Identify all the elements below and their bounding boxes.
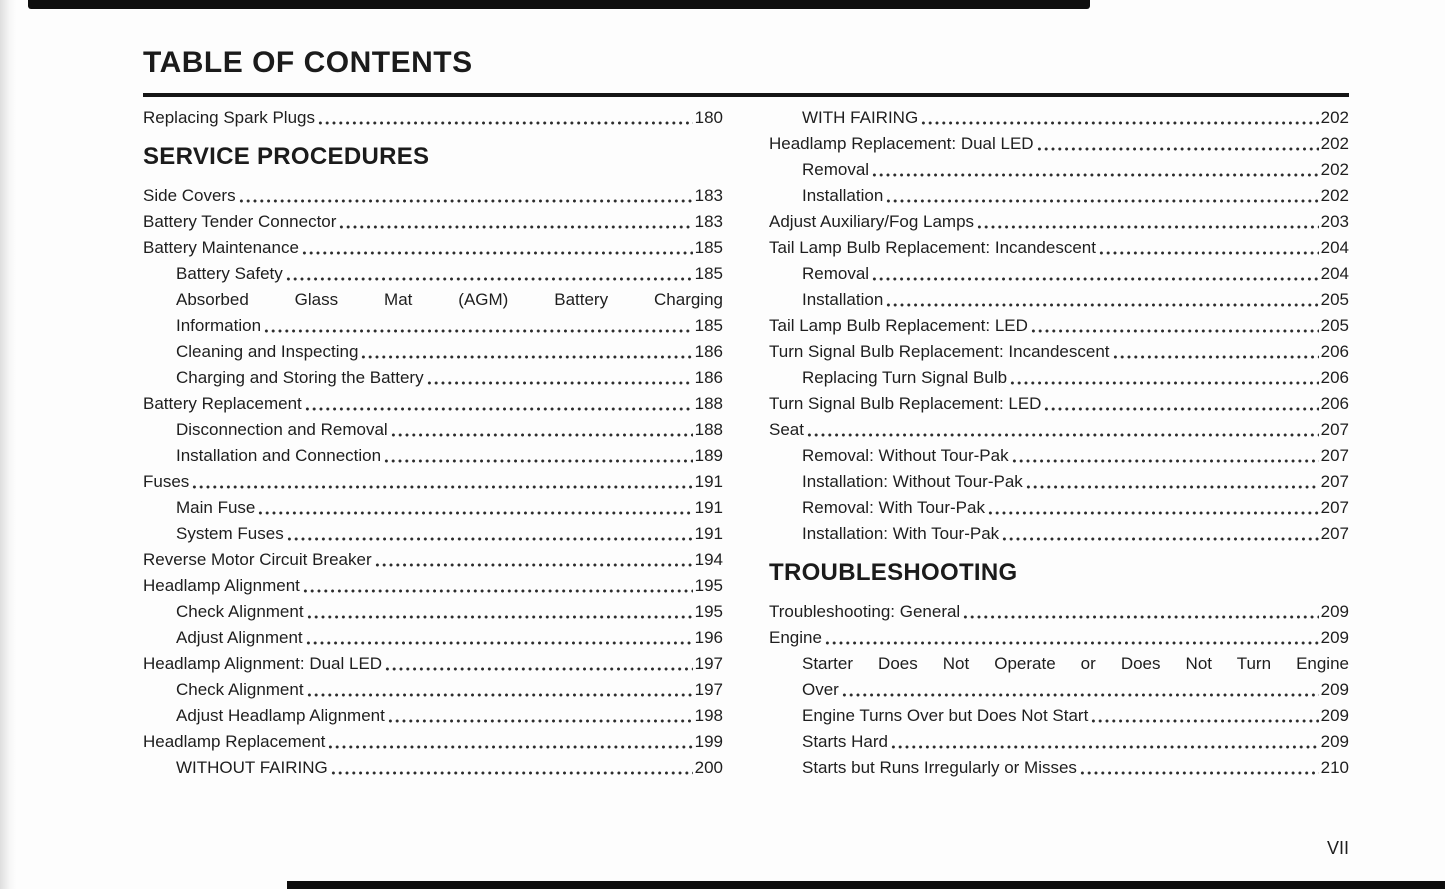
dot-leader: [301, 251, 693, 255]
dot-leader: [824, 641, 1319, 645]
title-rule: [143, 93, 1349, 97]
dot-leader: [1009, 381, 1319, 385]
toc-entry-label: Cleaning and Inspecting: [176, 342, 359, 361]
toc-entry-line: [176, 443, 723, 469]
toc-entry-label: Adjust Alignment: [176, 628, 303, 647]
toc-entry-line: [769, 313, 1349, 339]
toc-entry-page: 185: [694, 316, 723, 335]
dot-leader: [305, 641, 693, 645]
dot-leader: [962, 615, 1318, 619]
toc-entry-line: [143, 469, 723, 495]
toc-entry: [769, 313, 1349, 339]
toc-entry: [143, 287, 723, 339]
dot-leader: [306, 693, 693, 697]
toc-entry-page: 206: [1320, 368, 1349, 387]
toc-entry-label: Engine: [769, 628, 822, 647]
toc-entry-label: Check Alignment: [176, 602, 304, 621]
toc-entry-label: Adjust Auxiliary/Fog Lamps: [769, 212, 975, 231]
toc-entry-page: 194: [694, 550, 723, 569]
toc-entry: [143, 391, 723, 417]
toc-entry: [769, 209, 1349, 235]
toc-entry-page: 183: [694, 186, 723, 205]
toc-entry-label: Removal: With Tour-Pak: [802, 498, 985, 517]
toc-entry-label: Installation: Without Tour-Pak: [802, 472, 1023, 491]
toc-entry-label: Starts Hard: [802, 732, 888, 751]
toc-entry-line: [143, 391, 723, 417]
toc-entry-page: 186: [694, 368, 723, 387]
dot-leader: [920, 121, 1318, 125]
toc-entry-label: Turn Signal Bulb Replacement: Incandescent: [769, 342, 1110, 361]
toc-entry-label: Adjust Headlamp Alignment: [176, 706, 385, 725]
dot-leader: [302, 589, 693, 593]
toc-column-right: [769, 105, 1349, 781]
toc-entry-page: 209: [1320, 732, 1349, 751]
dot-leader: [871, 277, 1319, 281]
dot-leader: [338, 225, 692, 229]
toc-entry-line: [802, 183, 1349, 209]
dot-leader: [841, 693, 1319, 697]
toc-entry: [769, 443, 1349, 469]
dot-leader: [238, 199, 693, 203]
toc-entry-page: 188: [694, 420, 723, 439]
toc-entry-line: [769, 599, 1349, 625]
toc-entry: [769, 287, 1349, 313]
dot-leader: [871, 173, 1319, 177]
toc-entry-page: 186: [694, 342, 723, 361]
toc-entry: [143, 235, 723, 261]
toc-entry-page: 191: [694, 498, 723, 517]
toc-entry-page: 185: [694, 238, 723, 257]
toc-entry-line: [143, 651, 723, 677]
toc-entry-line: [176, 521, 723, 547]
toc-entry-label: Battery Safety: [176, 264, 283, 283]
toc-entry-label: Battery Tender Connector: [143, 212, 337, 231]
toc-entry: [143, 417, 723, 443]
toc-entry-line: [176, 417, 723, 443]
toc-entry: [769, 183, 1349, 209]
toc-entry-wrap-line: Starter Does Not Operate or Does Not Turn Engine: [802, 654, 1349, 673]
toc-entry: [769, 131, 1349, 157]
toc-entry-label: Main Fuse: [176, 498, 256, 517]
toc-entry-page: 206: [1320, 342, 1349, 361]
toc-entry: [769, 521, 1349, 547]
toc-entry: [769, 599, 1349, 625]
toc-entry-label: Headlamp Replacement: Dual LED: [769, 134, 1034, 153]
dot-leader: [1025, 485, 1319, 489]
toc-entry: [143, 651, 723, 677]
dot-leader: [384, 667, 693, 671]
toc-entry-line: [769, 209, 1349, 235]
toc-entry-page: 204: [1320, 238, 1349, 257]
dot-leader: [1043, 407, 1318, 411]
toc-entry-page: 197: [694, 654, 723, 673]
toc-entry-page: 198: [694, 706, 723, 725]
toc-entry-label: Check Alignment: [176, 680, 304, 699]
toc-entry-label: Installation: With Tour-Pak: [802, 524, 1000, 543]
toc-entry: [769, 729, 1349, 755]
toc-entry-page: 210: [1320, 758, 1349, 777]
toc-entry-wrap-line: Absorbed Glass Mat (AGM) Battery Charging: [176, 290, 723, 309]
toc-entry-line: [143, 729, 723, 755]
toc-entry-page: 202: [1320, 134, 1349, 153]
section-heading: SERVICE PROCEDURES: [143, 143, 430, 170]
toc-entry: [143, 443, 723, 469]
toc-entry-label: WITHOUT FAIRING: [176, 758, 328, 777]
toc-entry: [143, 599, 723, 625]
toc-entry-page: 196: [694, 628, 723, 647]
toc-content: [143, 46, 1349, 781]
scan-artifact-top: [28, 0, 1090, 9]
toc-entry-page: 203: [1320, 212, 1349, 231]
toc-entry-page: 195: [694, 602, 723, 621]
toc-entry-label: Information: [176, 316, 262, 335]
toc-entry: [143, 261, 723, 287]
toc-entry-page: 183: [694, 212, 723, 231]
toc-entry-line: [802, 261, 1349, 287]
toc-entry-label: Replacing Turn Signal Bulb: [802, 368, 1008, 387]
toc-entry-line: [143, 235, 723, 261]
toc-entry-label: Replacing Spark Plugs: [143, 108, 315, 127]
toc-entry: [769, 625, 1349, 651]
toc-entry-line: [802, 287, 1349, 313]
dot-leader: [426, 381, 693, 385]
toc-entry-label: Installation and Connection: [176, 446, 382, 465]
toc-entry-line: [802, 495, 1349, 521]
toc-entry-label: WITH FAIRING: [802, 108, 919, 127]
toc-entry-page: 180: [694, 108, 723, 127]
toc-entry: [769, 105, 1349, 131]
toc-entry-label: Engine Turns Over but Does Not Start: [802, 706, 1089, 725]
toc-entry: [769, 651, 1349, 703]
dot-leader: [257, 511, 692, 515]
toc-entry-line: [176, 339, 723, 365]
toc-entry-line: [769, 131, 1349, 157]
toc-entry-page: 202: [1320, 186, 1349, 205]
page-number: VII: [1326, 838, 1349, 858]
toc-entry-line: [802, 365, 1349, 391]
toc-entry-label: Tail Lamp Bulb Replacement: Incandescent: [769, 238, 1096, 257]
toc-entry: [769, 261, 1349, 287]
toc-entry-line: [802, 703, 1349, 729]
dot-leader: [890, 745, 1319, 749]
toc-entry-page: 207: [1320, 498, 1349, 517]
toc-entry-line: [769, 417, 1349, 443]
toc-entry-label: Fuses: [143, 472, 190, 491]
dot-leader: [806, 433, 1319, 437]
toc-entry-line: [176, 703, 723, 729]
toc-entry-label: Headlamp Replacement: [143, 732, 326, 751]
toc-entry-line: [769, 235, 1349, 261]
dot-leader: [1036, 147, 1319, 151]
toc-entry-line: [802, 755, 1349, 781]
toc-entry-line: [176, 313, 723, 339]
toc-entry-label: Disconnection and Removal: [176, 420, 388, 439]
dot-leader: [1011, 459, 1319, 463]
toc-entry-page: 207: [1320, 524, 1349, 543]
toc-entry: [769, 703, 1349, 729]
toc-entry-page: 188: [694, 394, 723, 413]
dot-leader: [327, 745, 692, 749]
toc-entry-label: Headlamp Alignment: Dual LED: [143, 654, 383, 673]
toc-entry-label: Troubleshooting: General: [769, 602, 961, 621]
toc-entry: [143, 521, 723, 547]
toc-entry-line: [802, 521, 1349, 547]
toc-entry: [769, 417, 1349, 443]
dot-leader: [1030, 329, 1319, 333]
dot-leader: [383, 459, 693, 463]
toc-entry: [143, 495, 723, 521]
toc-entry-page: 207: [1320, 420, 1349, 439]
toc-entry-label: Removal: Without Tour-Pak: [802, 446, 1009, 465]
toc-entry: [143, 703, 723, 729]
toc-entry: [143, 365, 723, 391]
toc-entry-label: Side Covers: [143, 186, 236, 205]
dot-leader: [306, 615, 693, 619]
toc-entry-label: Installation: [802, 290, 884, 309]
toc-entry-line: [176, 677, 723, 703]
toc-entry-page: 199: [694, 732, 723, 751]
dot-leader: [263, 329, 693, 333]
toc-entry-page: 209: [1320, 680, 1349, 699]
toc-entry-line: [176, 625, 723, 651]
toc-entry-label: Over: [802, 680, 839, 699]
toc-entry-line: [802, 105, 1349, 131]
page-title: TABLE OF CONTENTS: [143, 46, 473, 79]
dot-leader: [987, 511, 1319, 515]
dot-leader: [285, 277, 693, 281]
toc-entry-label: Seat: [769, 420, 804, 439]
dot-leader: [1112, 355, 1319, 359]
toc-entry-label: Tail Lamp Bulb Replacement: LED: [769, 316, 1028, 335]
dot-leader: [387, 719, 693, 723]
dot-leader: [976, 225, 1319, 229]
toc-entry: [143, 209, 723, 235]
toc-entry: [143, 339, 723, 365]
toc-entry-page: 191: [694, 472, 723, 491]
dot-leader: [1098, 251, 1319, 255]
toc-entry-line: [802, 157, 1349, 183]
toc-entry-line: [176, 365, 723, 391]
toc-entry: [143, 105, 723, 131]
toc-entry-page: 189: [694, 446, 723, 465]
toc-entry: [143, 677, 723, 703]
toc-entry: [769, 391, 1349, 417]
toc-entry: [143, 573, 723, 599]
dot-leader: [304, 407, 693, 411]
toc-entry-page: 209: [1320, 602, 1349, 621]
dot-leader: [1090, 719, 1318, 723]
toc-entry-line: [143, 547, 723, 573]
toc-entry: [769, 469, 1349, 495]
toc-entry-label: Removal: [802, 264, 870, 283]
dot-leader: [191, 485, 692, 489]
toc-entry: [769, 157, 1349, 183]
toc-entry: [143, 755, 723, 781]
dot-leader: [286, 537, 693, 541]
toc-entry-label: Headlamp Alignment: [143, 576, 300, 595]
toc-entry-page: 209: [1320, 628, 1349, 647]
toc-entry-page: 197: [694, 680, 723, 699]
toc-entry-label: Charging and Storing the Battery: [176, 368, 424, 387]
toc-entry-label: Battery Replacement: [143, 394, 302, 413]
dot-leader: [317, 121, 693, 125]
toc-entry-line: [176, 261, 723, 287]
toc-entry-page: 205: [1320, 290, 1349, 309]
dot-leader: [330, 771, 693, 775]
toc-entry-label: System Fuses: [176, 524, 284, 543]
toc-entry-label: Reverse Motor Circuit Breaker: [143, 550, 372, 569]
toc-entry-line: [802, 729, 1349, 755]
toc-entry-line: [769, 391, 1349, 417]
toc-entry-page: 185: [694, 264, 723, 283]
toc-entry-line: [176, 755, 723, 781]
toc-entry-page: 195: [694, 576, 723, 595]
dot-leader: [1079, 771, 1319, 775]
toc-entry-page: 206: [1320, 394, 1349, 413]
toc-entry-page: 200: [694, 758, 723, 777]
toc-entry: [769, 235, 1349, 261]
toc-entry: [769, 339, 1349, 365]
toc-entry-line: [143, 183, 723, 209]
toc-entry-page: 207: [1320, 472, 1349, 491]
toc-entry: [143, 729, 723, 755]
toc-columns: [143, 105, 1349, 781]
toc-entry-label: Battery Maintenance: [143, 238, 299, 257]
section-heading: TROUBLESHOOTING: [769, 559, 1018, 586]
toc-entry-line: [802, 443, 1349, 469]
toc-entry-line: [769, 339, 1349, 365]
toc-entry-line: [143, 573, 723, 599]
toc-entry-label: Installation: [802, 186, 884, 205]
toc-entry-line: [769, 625, 1349, 651]
dot-leader: [885, 199, 1318, 203]
toc-entry-line: [802, 677, 1349, 703]
toc-entry-page: 205: [1320, 316, 1349, 335]
page-edge-shading: [0, 0, 16, 889]
toc-entry-page: 207: [1320, 446, 1349, 465]
toc-entry-page: 202: [1320, 160, 1349, 179]
toc-entry-line: [176, 599, 723, 625]
dot-leader: [374, 563, 693, 567]
toc-entry: [143, 547, 723, 573]
toc-entry-label: Turn Signal Bulb Replacement: LED: [769, 394, 1042, 413]
toc-entry: [143, 183, 723, 209]
toc-column-left: [143, 105, 723, 781]
toc-entry: [769, 365, 1349, 391]
toc-entry: [143, 469, 723, 495]
toc-entry-label: Starts but Runs Irregularly or Misses: [802, 758, 1077, 777]
dot-leader: [390, 433, 693, 437]
dot-leader: [885, 303, 1318, 307]
toc-entry-line: [143, 209, 723, 235]
toc-entry-line: [802, 469, 1349, 495]
dot-leader: [360, 355, 692, 359]
toc-entry: [143, 625, 723, 651]
toc-entry-page: 202: [1320, 108, 1349, 127]
scan-artifact-bottom: [287, 881, 1445, 889]
toc-entry: [769, 755, 1349, 781]
toc-entry-page: 191: [694, 524, 723, 543]
toc-entry-line: [176, 495, 723, 521]
toc-entry: [769, 495, 1349, 521]
toc-entry-line: [143, 105, 723, 131]
dot-leader: [1001, 537, 1318, 541]
toc-entry-label: Removal: [802, 160, 870, 179]
toc-entry-page: 204: [1320, 264, 1349, 283]
toc-entry-page: 209: [1320, 706, 1349, 725]
